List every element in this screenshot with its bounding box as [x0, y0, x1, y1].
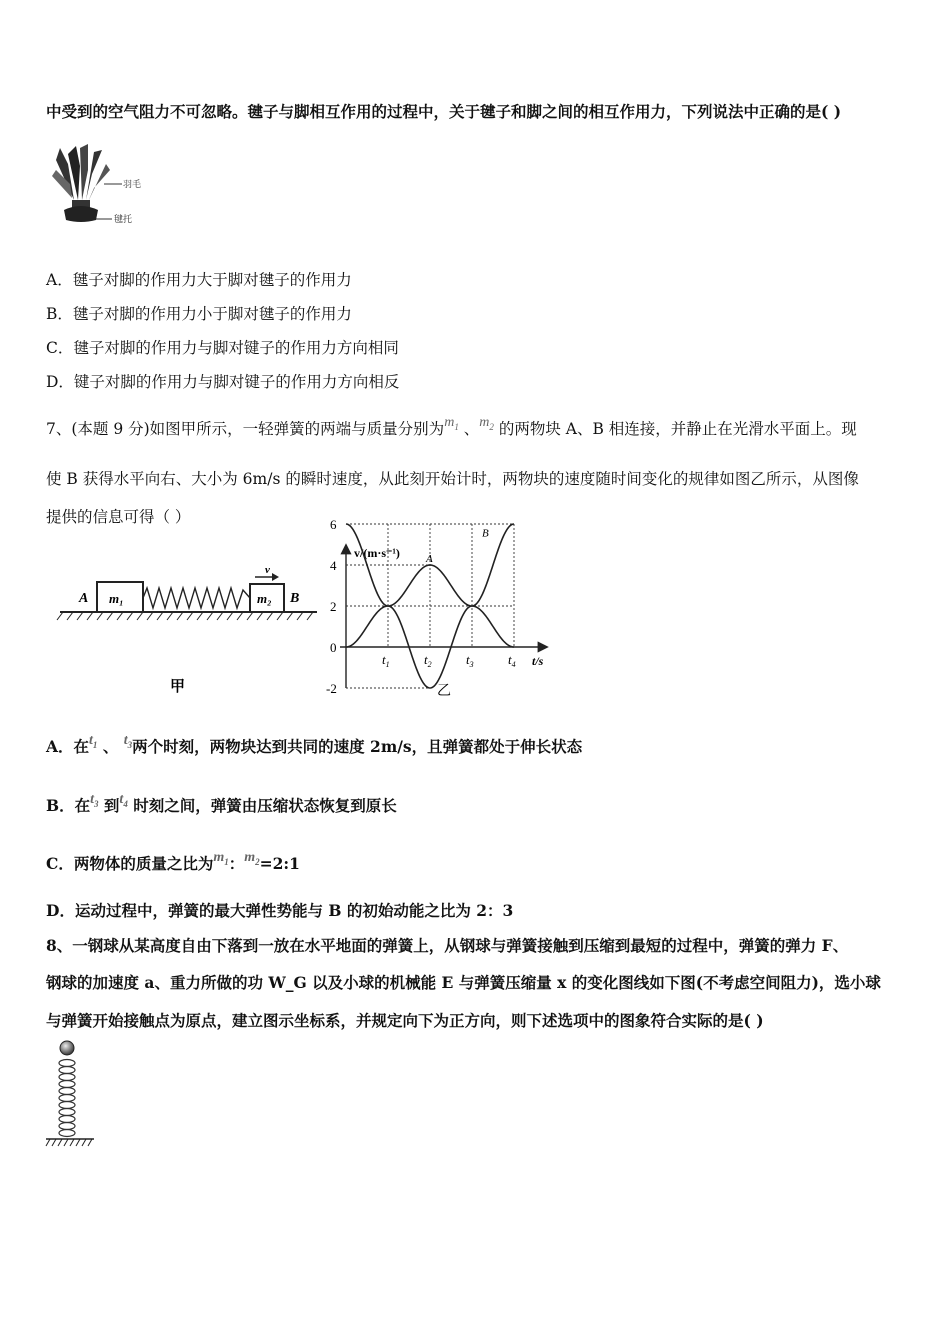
x-tick-label: $t_2$: [424, 652, 432, 669]
feather-label: 羽毛: [123, 179, 142, 189]
ground-hatch: [57, 612, 313, 620]
q6-option-c: C．毽子对脚的作用力与脚对键子的作用力方向相同: [46, 339, 399, 357]
q7-line1: 7、(本题 9 分)如图甲所示，一轻弹簧的两端与质量分别为$m_1$ 、$m_2$ 的两物块 A、B 相连接，并静止在光滑水平面上。现: [46, 415, 857, 438]
steel-ball-icon: [60, 1041, 74, 1055]
q7-option-d: D．运动过程中，弹簧的最大弹性势能与 B 的初始动能之比为 2：3: [46, 901, 514, 920]
shuttlecock-base-icon: [64, 200, 98, 222]
q6-option-b: B．毽子对脚的作用力小于脚对毽子的作用力: [46, 305, 352, 323]
vt-graph: [320, 517, 565, 700]
x-tick-label: $t_1$: [382, 652, 390, 669]
q7-option-b: B．在$t_3$ 到$t_4$ 时刻之间，弹簧由压缩状态恢复到原长: [46, 792, 397, 815]
label-m2: m₂: [257, 591, 272, 606]
x-tick-label: $t_4$: [508, 652, 516, 669]
q7-line2: 使 B 获得水平向右、大小为 6m/s 的瞬时速度，从此刻开始计时，两物块的速度随时间变化的规律如图乙所示，从图像: [46, 470, 859, 488]
y-tick-label: 4: [330, 558, 337, 573]
q8-line2: 钢球的加速度 a、重力所做的功 W_G 以及小球的机械能 E 与弹簧压缩量 x 的变化图线如下图(不考虑空间阻力)，选小球: [46, 973, 881, 992]
y-tick-label: -2: [326, 681, 337, 696]
y-axis-label: v/(m·s⁻¹): [354, 546, 400, 560]
q6-intro: 中受到的空气阻力不可忽略。毽子与脚相互作用的过程中，关于毽子和脚之间的相互作用力，下列说法中正确的是( ): [46, 102, 842, 121]
q8-line1: 8、一钢球从某高度自由下落到一放在水平地面的弹簧上，从钢球与弹簧接触到压缩到最短的过程中，弹簧的弹力 F、: [46, 936, 849, 955]
y-tick-label: 0: [330, 640, 337, 655]
spring: [143, 588, 250, 608]
feather-icon: [52, 144, 110, 202]
q6-option-d: D．键子对脚的作用力与脚对键子的作用力方向相反: [46, 373, 400, 391]
q8-line3: 与弹簧开始接触点为原点，建立图示坐标系，并规定向下为正方向，则下述选项中的图象符合实际的是( ): [46, 1011, 764, 1030]
spring-blocks-figure: [55, 560, 325, 700]
label-B: B: [290, 591, 300, 606]
caption-yi: 乙: [437, 684, 451, 699]
floor-hatch: [46, 1139, 92, 1146]
q7-option-a: A．在$t_1$ 、 $t_3$两个时刻，两物块达到共同的速度 2m/s，且弹簧都处于伸长状态: [46, 733, 583, 756]
ball-spring-figure: [44, 1038, 100, 1150]
shuttlecock-figure: [46, 140, 156, 235]
q7-option-c: C．两物体的质量之比为$m_1$：$m_2=2:1$: [46, 850, 300, 873]
series-b-label: B: [482, 527, 489, 540]
q7-line3: 提供的信息可得（ ）: [46, 508, 191, 526]
label-A: A: [79, 591, 89, 606]
q6-option-a: A．毽子对脚的作用力大于脚对毽子的作用力: [46, 271, 352, 289]
label-m1: m₁: [109, 591, 124, 606]
y-tick-label: 6: [330, 517, 337, 532]
y-tick-label: 2: [330, 599, 337, 614]
x-tick-label: $t_3$: [466, 652, 474, 669]
base-label: 毽托: [114, 214, 133, 224]
label-v: v: [265, 564, 270, 576]
x-axis-label: t/s: [532, 654, 544, 668]
caption-jia: 甲: [170, 679, 186, 695]
spring-icon: [59, 1060, 75, 1137]
series-a-label: A: [426, 553, 433, 565]
